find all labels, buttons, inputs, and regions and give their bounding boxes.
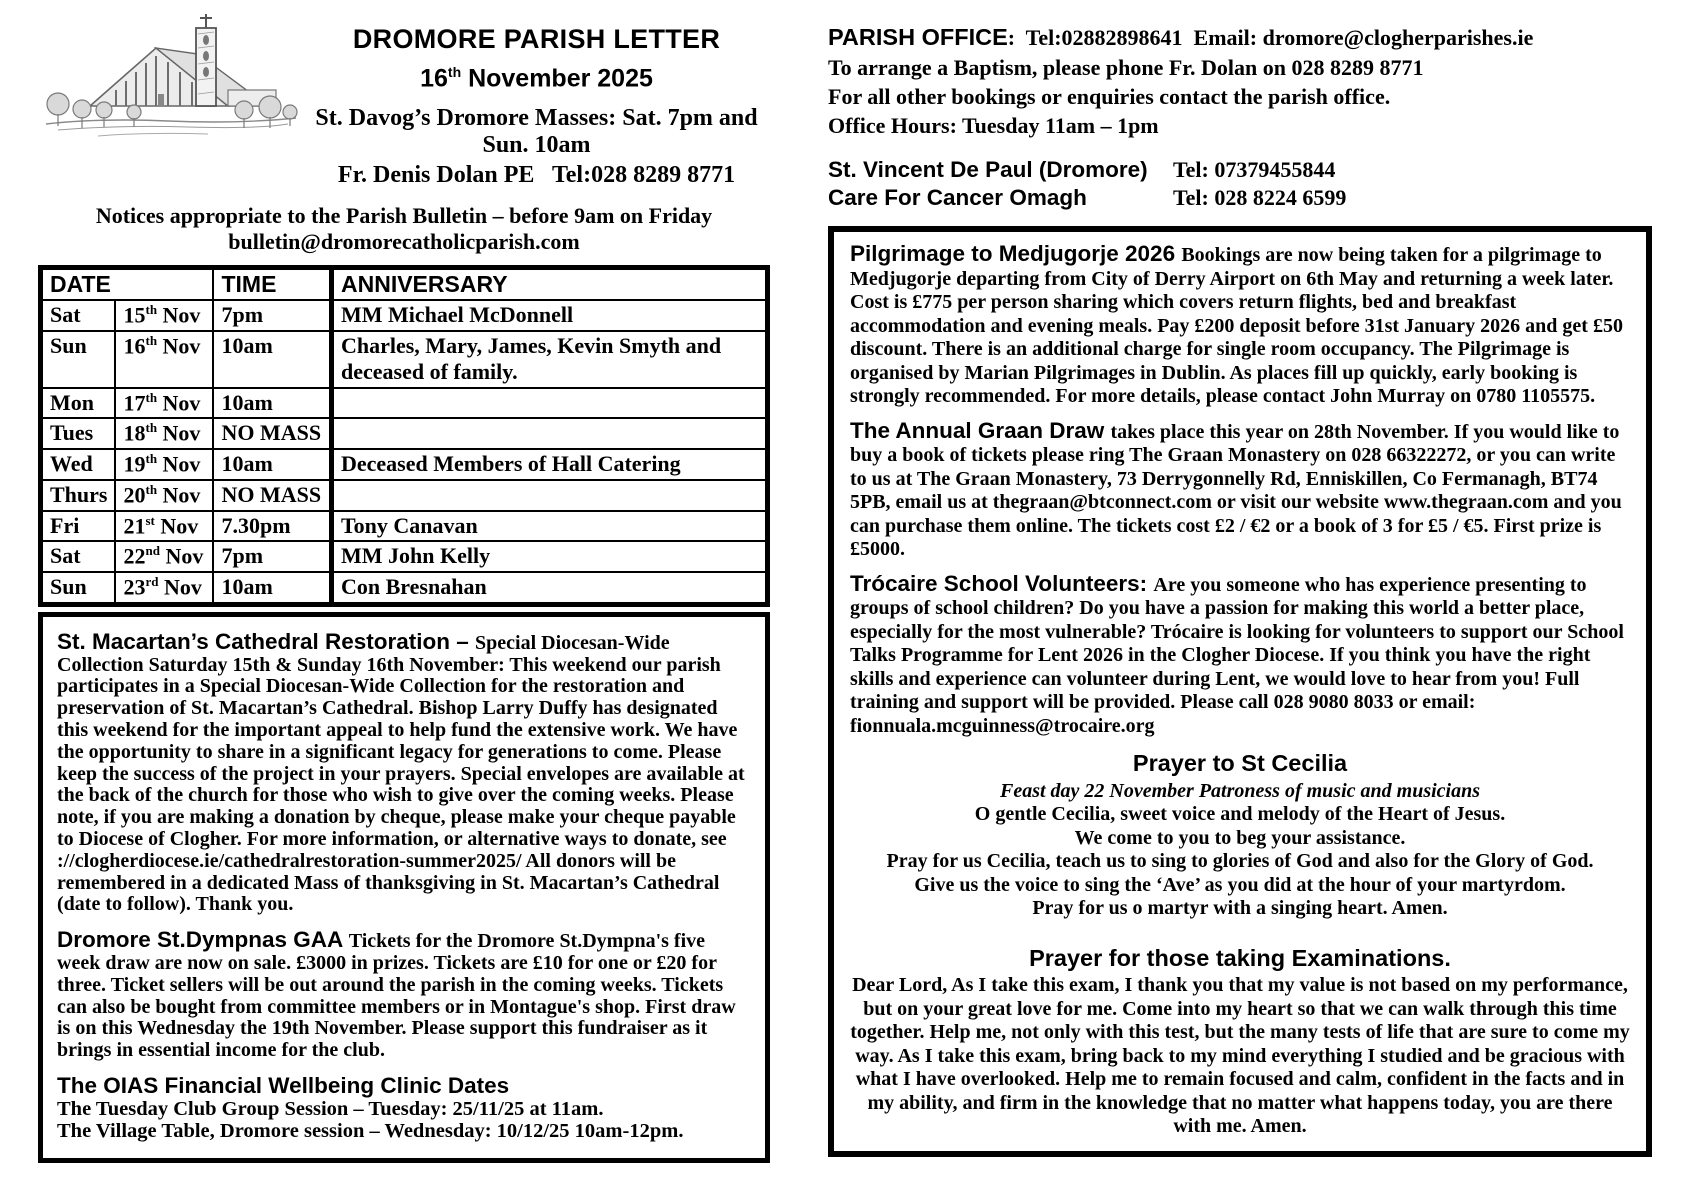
section-heading: Pilgrimage to Medjugorje 2026 [850,241,1182,267]
bulletin-notice-email: bulletin@dromorecatholicparish.com [228,229,580,255]
section-heading: The Annual Graan Draw [850,417,1111,443]
issue-date [303,64,770,93]
feast-day-line: Feast day 22 November Patroness of music and musicians [999,779,1480,802]
table-row: Fri 21st Nov 7.30pm Tony Canavan [41,511,768,542]
prayer-exams-body: Dear Lord, As I take this exam, I thank you that my value is not based on my performance, but on your great love for me. Come into my heart so that we can walk through this time together. Help me, not only with this test, but the many tests of life that are sure to come my way. As I take this exam, bring back to my mind everything I studied and be gracious with what I have overlooked. Help me to remain focused and calm, confident in the facts and in my ability, and firm in the knowledge that no matter what happens today, you are there with me. Amen. [850,974,1630,1138]
prayer-line: O gentle Cecilia, sweet voice and melody of the Heart of Jesus. [974,803,1506,826]
issue-date-day: 16 [420,64,448,93]
contact-label: St. Vincent De Paul (Dromore) [828,157,1148,183]
table-header-row [41,268,768,301]
table-row: Tues 18th Nov NO MASS [41,418,768,449]
col-header-anniversary: ANNIVERSARY [331,268,767,301]
bulletin-notice [38,203,770,255]
bulletin-notice-line1: Notices appropriate to the Parish Bulletin – before 9am on Friday [95,203,713,229]
issue-date-ordinal: th [447,64,462,80]
section-heading: Dromore St.Dympnas GAA [57,927,349,953]
parish-office-block [828,22,1652,140]
page-title: DROMORE PARISH LETTER [352,24,721,54]
contacts-block [828,156,1652,212]
section-body: Are you someone who has experience presenting to groups of school children? Do you have a passion for making this world a better place, especially for the most vulnerable? Trócaire is looking for volunteers to support our School Talks Programme for Lent 2026 in the Clogher Diocese. If you think you have the right skills and experience can volunteer during Lent, we would love to hear from you! Full training and support will be provided. Please call 028 9080 8033 or email: fionnuala.mcguinness@trocaire.org [850,573,1624,737]
section-heading: Trócaire School Volunteers: [850,570,1154,596]
oias-session-2: The Village Table, Dromore session – Wednesday: 10/12/25 10am-12pm. [57,1119,684,1142]
col-header-date: DATE [41,268,214,301]
oias-session-1: The Tuesday Club Group Session – Tuesday: 25/11/25 at 11am. [57,1097,604,1120]
section-gaa-draw [57,929,749,1062]
section-cathedral-restoration [57,628,749,916]
section-graan-draw [850,419,1630,562]
contact-svdp [828,156,1652,184]
table-row: Wed 19th Nov 10am Deceased Members of Hall Catering [41,449,768,480]
contact-tel: Tel: 028 8224 6599 [1173,185,1347,211]
prayer-line: Pray for us Cecilia, teach us to sing to glories of God and also for the Glory of God. [886,850,1594,873]
prayer-line: Give us the voice to sing the ‘Ave’ as you did at the hour of your martyrdom. [914,873,1566,896]
left-column [38,6,770,1163]
section-body: Tickets for the Dromore St.Dympna's five week draw are now on sale. £3000 in prizes. Tickets are £10 for one or £20 for three. Ticket sellers will be out around the parish in the coming weeks. Tickets can also be bought from committee members or in Montague's shop. First draw is on this Wednesday the 19th November. Please support this fundraiser as it brings in essential income for the club. [57,930,736,1062]
church-sketch [38,6,303,151]
prayer-line: We come to you to beg your assistance. [1074,826,1406,849]
table-row: Mon 17th Nov 10am [41,388,768,419]
section-prayer-exams [850,944,1630,1139]
section-body: Special Diocesan-Wide Collection Saturday 15th & Sunday 16th November: This weekend our parish participates in a Special Diocesan-Wide Collection for the restoration and preservation of St. Macartan’s Cathedral. Bishop Larry Duffy has designated this weekend for the important appeal to help fund the extensive work. We have the opportunity to share in a significant legacy for generations to come. Please keep the success of the project in your prayers. Special envelopes are available at the back of the church for those who wish to give over the coming weeks. Please note, if you are making a donation by cheque, please make your cheque payable to Diocese of Clogher. For more information, or alternative ways to donate, see ://clogherdiocese.ie/cathedralrestoration-summer2025/ All donors will be remembered in a dedicated Mass of thanksgiving in St. Macartan’s Cathedral (date to follow). Thank you. [57,631,745,916]
masses-line: St. Davog’s Dromore Masses: Sat. 7pm and Sun. 10am [315,105,764,159]
contact-tel: Tel: 07379455844 [1173,157,1336,183]
section-medjugorje [850,242,1630,409]
mass-schedule-table [38,265,770,607]
right-column [828,22,1652,1157]
col-header-time: TIME [213,268,331,301]
church-illustration [38,6,303,146]
table-row: Sat 15th Nov 7pm MM Michael McDonnell [41,300,768,331]
section-heading: The OIAS Financial Wellbeing Clinic Dates [57,1072,510,1098]
office-hours-line: Office Hours: Tuesday 11am – 1pm [828,113,1159,139]
bookings-line: For all other bookings or enquiries contact the parish office. [828,84,1391,110]
table-row: Sun 23rd Nov 10am Con Bresnahan [41,572,768,604]
contact-label: Care For Cancer Omagh [828,185,1087,211]
prayer-line: Pray for us o martyr with a singing heart. Amen. [1032,897,1448,920]
left-notices-box [38,612,770,1164]
issue-date-month-year: November 2025 [461,64,653,93]
right-notices-box [828,226,1652,1157]
parish-office-heading: PARISH OFFICE [828,24,1008,50]
section-prayer-cecilia [850,752,1630,921]
section-body: Bookings are now being taken for a pilgrimage to Medjugorje departing from City of Derry Airport on 6th May and returning a week later. Cost is £775 per person sharing which covers return flights, bed and breakfast accommodation and evening meals. Pay £200 deposit before 31st January 2026 and get £50 discount. There is an additional charge for single room occupancy. The Pilgrimage is organised by Marian Pilgrimages in Dublin. As places fill up quickly, early booking is strongly recommended. For more details, please contact John Murray on 0780 1105575. [850,244,1623,408]
table-row: Thurs 20th Nov NO MASS [41,480,768,511]
section-oias-clinic [57,1072,749,1142]
parish-office-contact: : Tel:02882898641 Email: dromore@clogherparishes.ie [1007,25,1534,50]
priest-line: Fr. Denis Dolan PE Tel:028 8289 8771 [337,162,736,189]
section-heading: St. Macartan’s Cathedral Restoration – [57,628,476,654]
masthead [38,6,770,189]
section-body: takes place this year on 28th November. If you would like to buy a book of tickets please ring The Graan Monastery on 028 66322272, or you can write to us at The Graan Monastery, 73 Derrygonnelly Rd, Enniskillen, Co Fermanagh, BT74 5PB, email us at thegraan@btconnect.com or visit our website www.thegraan.com and you can purchase them online. The tickets cost £2 / €2 or a book of 3 for £5 / €5. First prize is £5000. [850,420,1622,561]
masthead-text [303,6,770,189]
prayer-exams-heading: Prayer for those taking Examinations. [1029,944,1451,971]
baptism-line: To arrange a Baptism, please phone Fr. Dolan on 028 8289 8771 [828,55,1424,81]
section-trocaire [850,572,1630,739]
table-row: Sun 16th Nov 10am Charles, Mary, James, Kevin Smyth and deceased of family. [41,331,768,388]
contact-care-for-cancer [828,184,1652,212]
prayer-cecilia-heading: Prayer to St Cecilia [1132,750,1348,777]
parish-office-line1 [828,22,1652,53]
table-row: Sat 22nd Nov 7pm MM John Kelly [41,541,768,572]
